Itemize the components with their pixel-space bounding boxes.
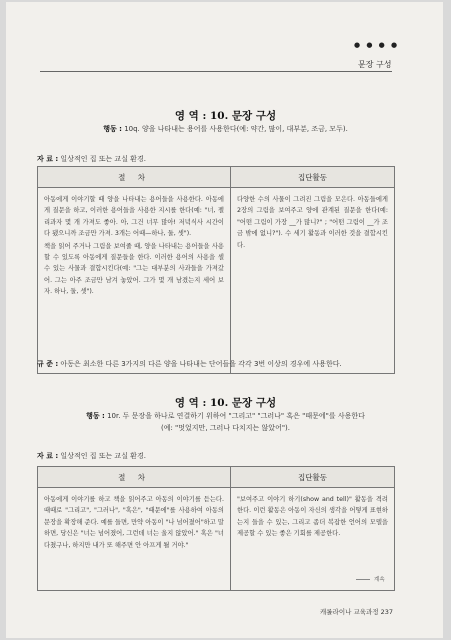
col-group-header: 집단활동	[231, 167, 395, 188]
procedure-cell	[38, 488, 231, 591]
goal-text: 10r. 두 문장을 하나로 연결하기 위하여 "그리고" "그러나" 혹은 "때문에"를 사용한다	[104, 412, 365, 420]
criterion-text: 아동은 최소한 다른 3가지의 다른 양을 나타내는 단어들을 각각 3번 이상의 경우에 사용한다.	[58, 360, 342, 368]
group-cell	[231, 188, 395, 374]
goal-text: 10q. 양을 나타내는 용어를 사용한다(예: 약간, 많이, 대부분, 조금, 모두).	[121, 125, 348, 133]
section1-material	[37, 154, 146, 164]
continued-rule	[356, 579, 370, 580]
procedure-paragraph-1: 아동에게 이야기할 때 양을 나타내는 용어들을 사용한다. 아동에게 질문을 하고, 이러한 용어들을 사용한 지시를 한다(예: "너, 젤리과자 몇 개 가져도 좋아. 아, 그건 너무 많아! 저녁식사 시간이 다 됐으니까 조금만 가져. 3개는 어때—하나, 둘, 셋").	[44, 196, 224, 238]
header-dots: ● ● ● ●	[354, 41, 400, 49]
group-paragraph: "보여주고 이야기 하기(show and tell)" 활동을 격려한다. 이런 활동은 아동이 자신의 생각을 어떻게 표현하는지 들을 수 있는, 그리고 좀더 복잡한 언어의 모델을 제공할 수 있는 좋은 기회를 제공한다.	[237, 496, 388, 538]
section2-table	[37, 466, 395, 591]
procedure-paragraph: 아동에게 이야기를 하고 책을 읽어주고 아동의 이야기를 듣는다. 때때로 "그리고", "그러나", "혹은", "때문에"를 사용하여 아동의 문장을 확장해 준다. 예를 들면, 만약 아동이 "나 넘어졌어"하고 말하면, 당신은 "너는 넘어졌어, 그런데 너는 울지 않았어." 혹은 "너 다쳤구나, 하지만 내가 또 해주면 안 아프게 될 거야."	[44, 496, 224, 549]
section1-criterion	[37, 359, 342, 369]
header-rule	[40, 71, 392, 72]
continued-note: 계속	[374, 577, 385, 583]
section2-goal	[0, 411, 451, 421]
section1-title: 영 역 : 10. 문장 구성	[174, 110, 277, 122]
section2-title: 영 역 : 10. 문장 구성	[174, 397, 277, 409]
procedure-cell	[38, 188, 231, 374]
section2-material	[37, 451, 146, 461]
section1-table	[37, 166, 395, 374]
footer-book-title: 캐롤라이나 교육과정	[320, 608, 379, 616]
material-label: 자 료 :	[37, 452, 59, 460]
criterion-label: 규 준 :	[37, 360, 59, 368]
page-footer	[320, 607, 393, 616]
material-text: 일상적인 집 또는 교실 환경.	[58, 452, 146, 460]
material-label: 자 료 :	[37, 155, 59, 163]
col-procedure-header: 절 차	[38, 167, 231, 188]
material-text: 일상적인 집 또는 교실 환경.	[58, 155, 146, 163]
goal-label: 행동 :	[103, 125, 122, 133]
page-number: 237	[380, 608, 394, 616]
group-cell	[231, 488, 395, 591]
group-paragraph: 다양한 수의 사물이 그려진 그림을 모은다. 아동들에게 2장의 그림을 보여주고 양에 관계된 질문을 한다(예: "어떤 그림이 가장 __가 많니?" ; "어떤 그림이 __가 조금 밖에 없니?"). 수 세기 활동과 이러한 것을 결합시킨다.	[237, 196, 388, 249]
col-procedure-header: 절 차	[38, 467, 231, 488]
section2-goal-example: (예: "멋었지만, 그러나 다치지는 않았어").	[160, 424, 291, 432]
section1-goal	[0, 124, 451, 134]
goal-label: 행동 :	[86, 412, 105, 420]
procedure-paragraph-2: 책을 읽어 주거나 그림을 보여줄 때, 양을 나타내는 용어들을 사용할 수 있도록 아동에게 질문들을 한다. 이러한 용어의 사용을 셀 수 있는 사물과 결합시킨다(예: "그는 대부분의 사과들을 가져갔어. 그는 아주 조금만 남겨 놓았어. 그가 몇 개 남겼는지 세어 보자. 하나, 둘, 셋").	[44, 242, 224, 296]
col-group-header: 집단활동	[231, 467, 395, 488]
running-header: 문장 구성	[358, 60, 392, 69]
